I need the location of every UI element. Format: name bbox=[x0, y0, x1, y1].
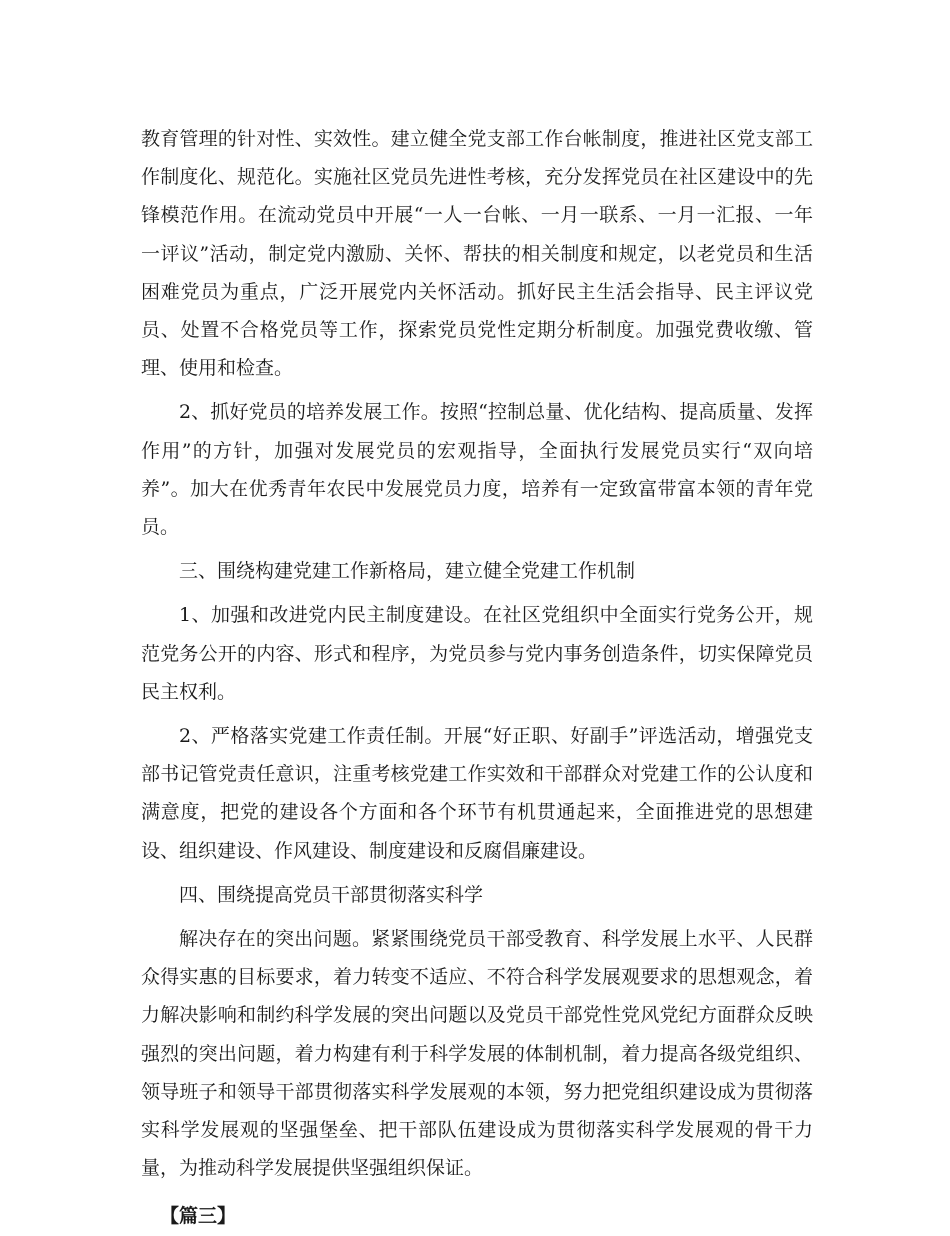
paragraph-solve-problems: 解决存在的突出问题。紧紧围绕党员干部受教育、科学发展上水平、人民群众得实惠的目标要求，着力转变不适应、不符合科学发展观要求的思想观念，着力解决影响和制约科学发展的突出问题以及党员干部党性党风党纪方面群众反映强烈的突出问题，着力构建有利于科学发展的体制机制，着力提高各级党组织、领导班子和领导干部贯彻落实科学发展观的本领，努力把党组织建设成为贯彻落实科学发展观的坚强堡垒、把干部队伍建设成为贯彻落实科学发展观的骨干力量，为推动科学发展提供坚强组织保证。 bbox=[141, 928, 813, 1180]
section-marker-part-three: 【篇三】 bbox=[160, 1205, 237, 1228]
paragraph-party-member-development: 2、抓好党员的培养发展工作。按照“控制总量、优化结构、提高质量、发挥作用”的方针，加强对发展党员的宏观指导，全面执行发展党员实行“双向培养”。加大在优秀青年农民中发展党员力度，培养有一定致富带富本领的青年党员。 bbox=[141, 401, 813, 539]
paragraph-continuation: 教育管理的针对性、实效性。建立健全党支部工作台帐制度，推进社区党支部工作制度化、规范化。实施社区党员先进性考核，充分发挥党员在社区建设中的先锋模范作用。在流动党员中开展“一人一台帐、一月一联系、一月一汇报、一年一评议”活动，制定党内激励、关怀、帮扶的相关制度和规定，以老党员和生活困难党员为重点，广泛开展党内关怀活动。抓好民主生活会指导、民主评议党员、处置不合格党员等工作，探索党员党性定期分析制度。加强党费收缴、管理、使用和检查。 bbox=[141, 128, 813, 380]
section-heading-four: 四、围绕提高党员干部贯彻落实科学 bbox=[179, 883, 484, 906]
paragraph-responsibility-system: 2、严格落实党建工作责任制。开展“好正职、好副手”评选活动，增强党支部书记管党责任意识，注重考核党建工作实效和干部群众对党建工作的公认度和满意度，把党的建设各个方面和各个环节有机贯通起来，全面推进党的思想建设、组织建设、作风建设、制度建设和反腐倡廉建设。 bbox=[141, 725, 813, 862]
document-body bbox=[141, 120, 813, 1236]
paragraph-inner-party-democracy: 1、加强和改进党内民主制度建设。在社区党组织中全面实行党务公开，规范党务公开的内容、形式和程序，为党员参与党内事务创造条件，切实保障党员民主权利。 bbox=[141, 604, 813, 703]
section-heading-three: 三、围绕构建党建工作新格局，建立健全党建工作机制 bbox=[179, 560, 636, 583]
